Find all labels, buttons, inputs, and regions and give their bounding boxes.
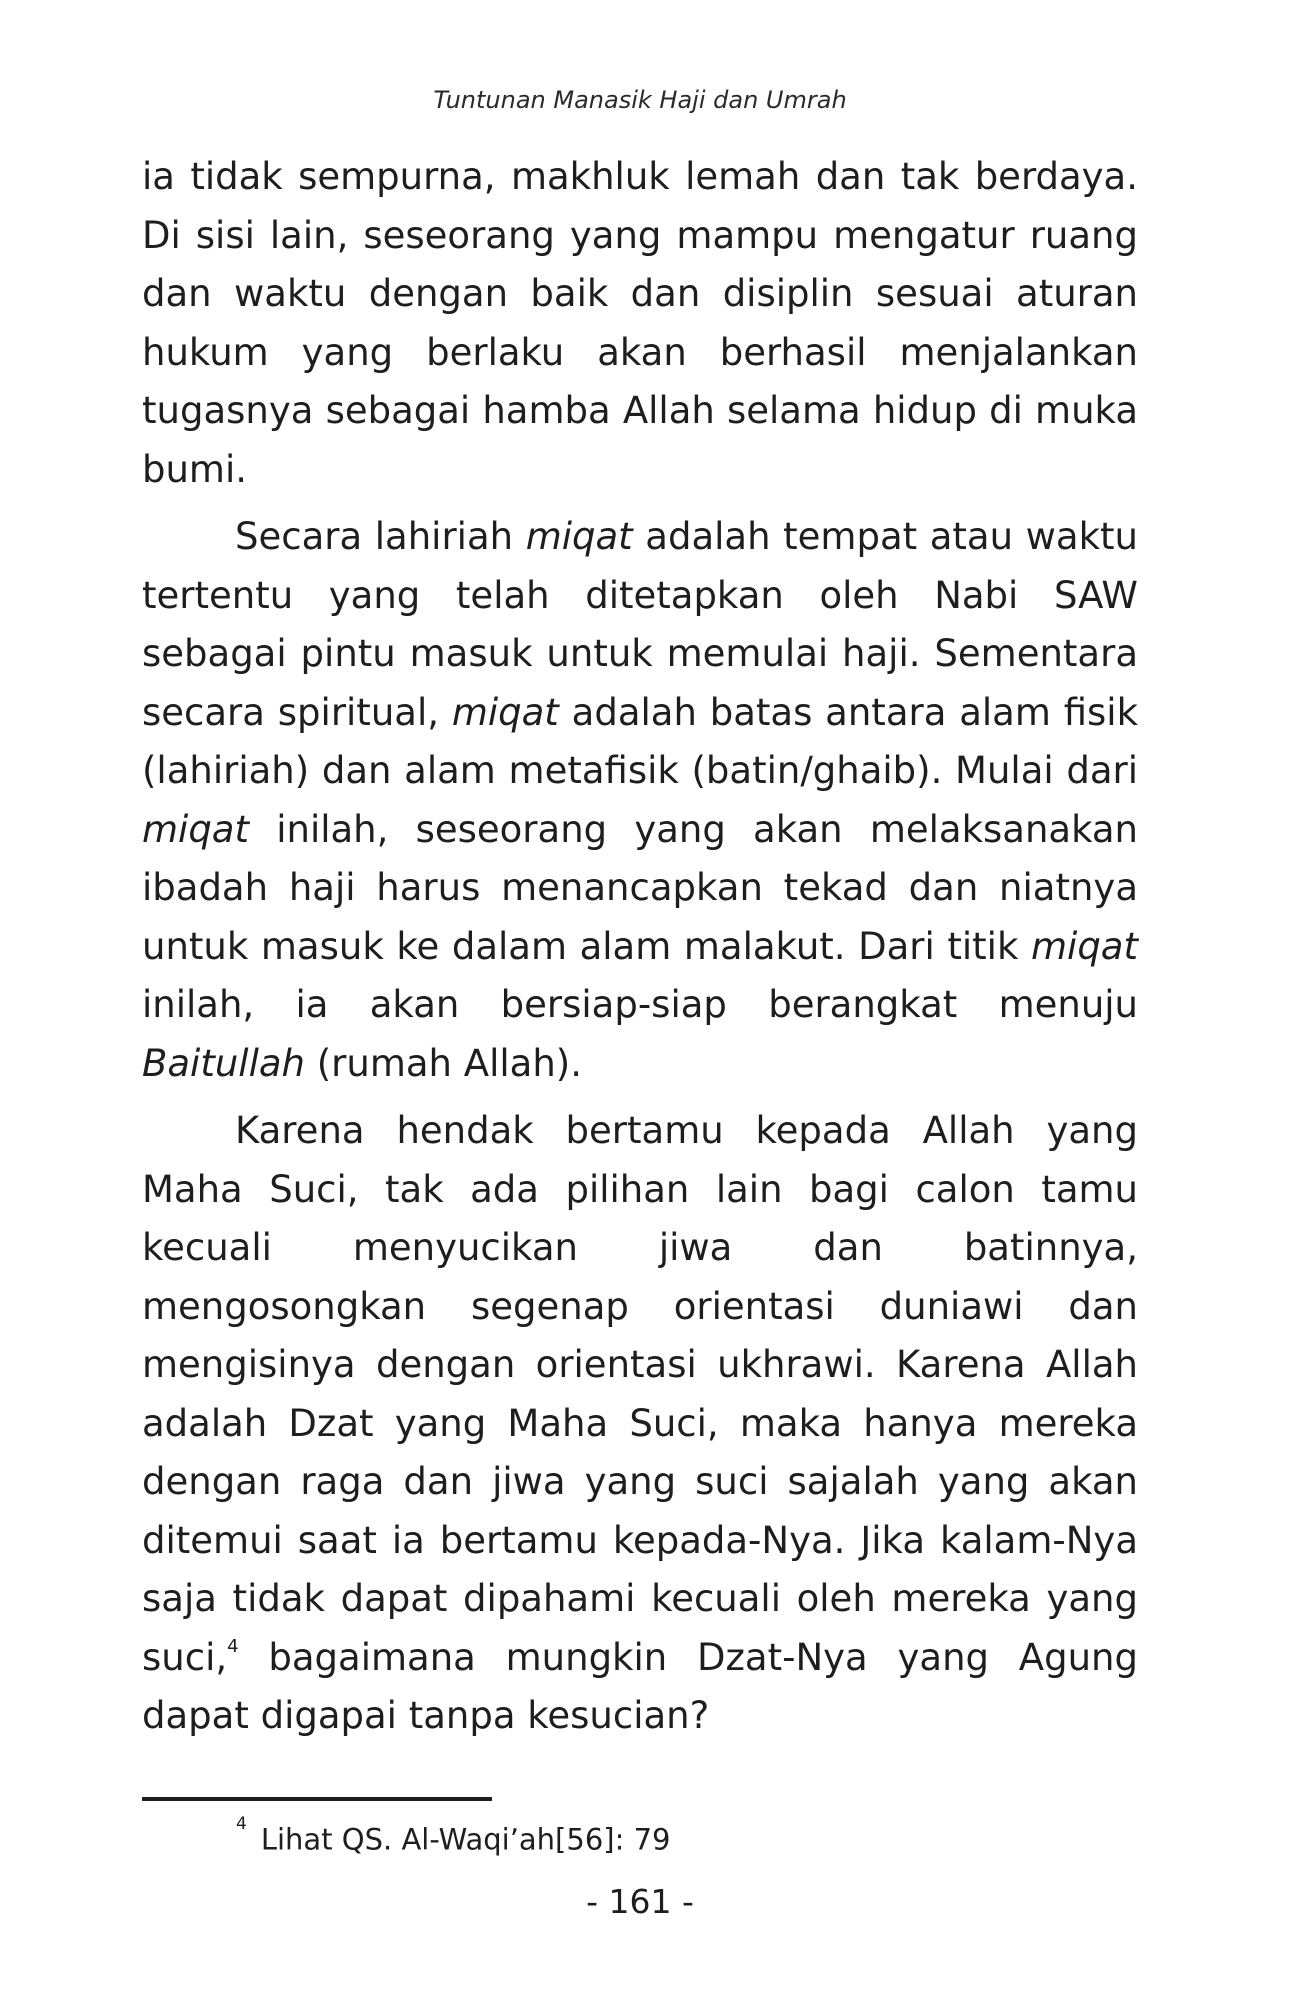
- paragraph-1: ia tidak sempurna, makhluk lemah dan tak berdaya. Di sisi lain, seseorang yang mampu mengatur ruang dan waktu dengan baik dan disiplin sesuai aturan hukum yang berlaku akan berhasil menjalankan tugasnya sebagai hamba Allah selama hidup di muka bumi.: [142, 155, 1138, 491]
- italic-term: miqat: [1031, 924, 1138, 968]
- paragraph-2: [142, 508, 1138, 1093]
- text-run: Karena hendak bertamu kepada Allah yang Maha Suci, tak ada pilihan lain bagi calon tamu kecuali menyucikan jiwa dan batinnya, mengosongkan segenap orientasi duniawi dan mengisinya dengan orientasi ukhrawi. Karena Allah adalah Dzat yang Maha Suci, maka hanya mereka dengan raga dan jiwa yang suci sajalah yang akan ditemui saat ia bertamu kepada-Nya. Jika kalam-Nya saja tidak dapat dipahami kecuali oleh mereka yang suci,: [142, 1109, 1138, 1679]
- text-run: adalah tempat atau waktu tertentu yang telah ditetapkan oleh Nabi SAW sebagai pintu masuk untuk memulai haji. Sementara secara spiritual,: [142, 515, 1138, 734]
- text-run: Secara lahiriah: [235, 515, 526, 558]
- paragraph-3: [142, 1102, 1138, 1746]
- italic-term: miqat: [142, 807, 249, 851]
- text-run: (rumah Allah).: [304, 1041, 582, 1085]
- italic-term: Baitullah: [142, 1041, 305, 1085]
- body-text: [142, 148, 1138, 1755]
- footnote-divider: [142, 1797, 492, 1801]
- text-run: adalah batas antara alam fisik (lahiriah) dan alam metafisik (batin/ghaib). Mulai dari: [142, 690, 1139, 792]
- italic-term: miqat: [451, 690, 559, 734]
- italic-term: miqat: [525, 515, 633, 558]
- page-number: - 161 -: [586, 1882, 694, 1921]
- footnote-reference[interactable]: 4: [227, 1636, 239, 1658]
- text-run: inilah, seseorang yang akan melaksanakan ibadah haji harus menancapkan tekad dan niatnya untuk masuk ke dalam alam malakut. Dari titik: [142, 807, 1138, 968]
- footnote: [236, 1814, 670, 1860]
- text-run: inilah, ia akan bersiap-siap berangkat menuju: [142, 983, 1138, 1026]
- footnote-marker: 4: [236, 1814, 247, 1834]
- text-run: bagaimana mungkin Dzat-Nya yang Agung dapat digapai tanpa kesucian?: [142, 1635, 1138, 1737]
- running-header: Tuntunan Manasik Haji dan Umrah: [433, 86, 847, 114]
- footnote-text: Lihat QS. Al-Waqi’ah[56]: 79: [260, 1822, 671, 1857]
